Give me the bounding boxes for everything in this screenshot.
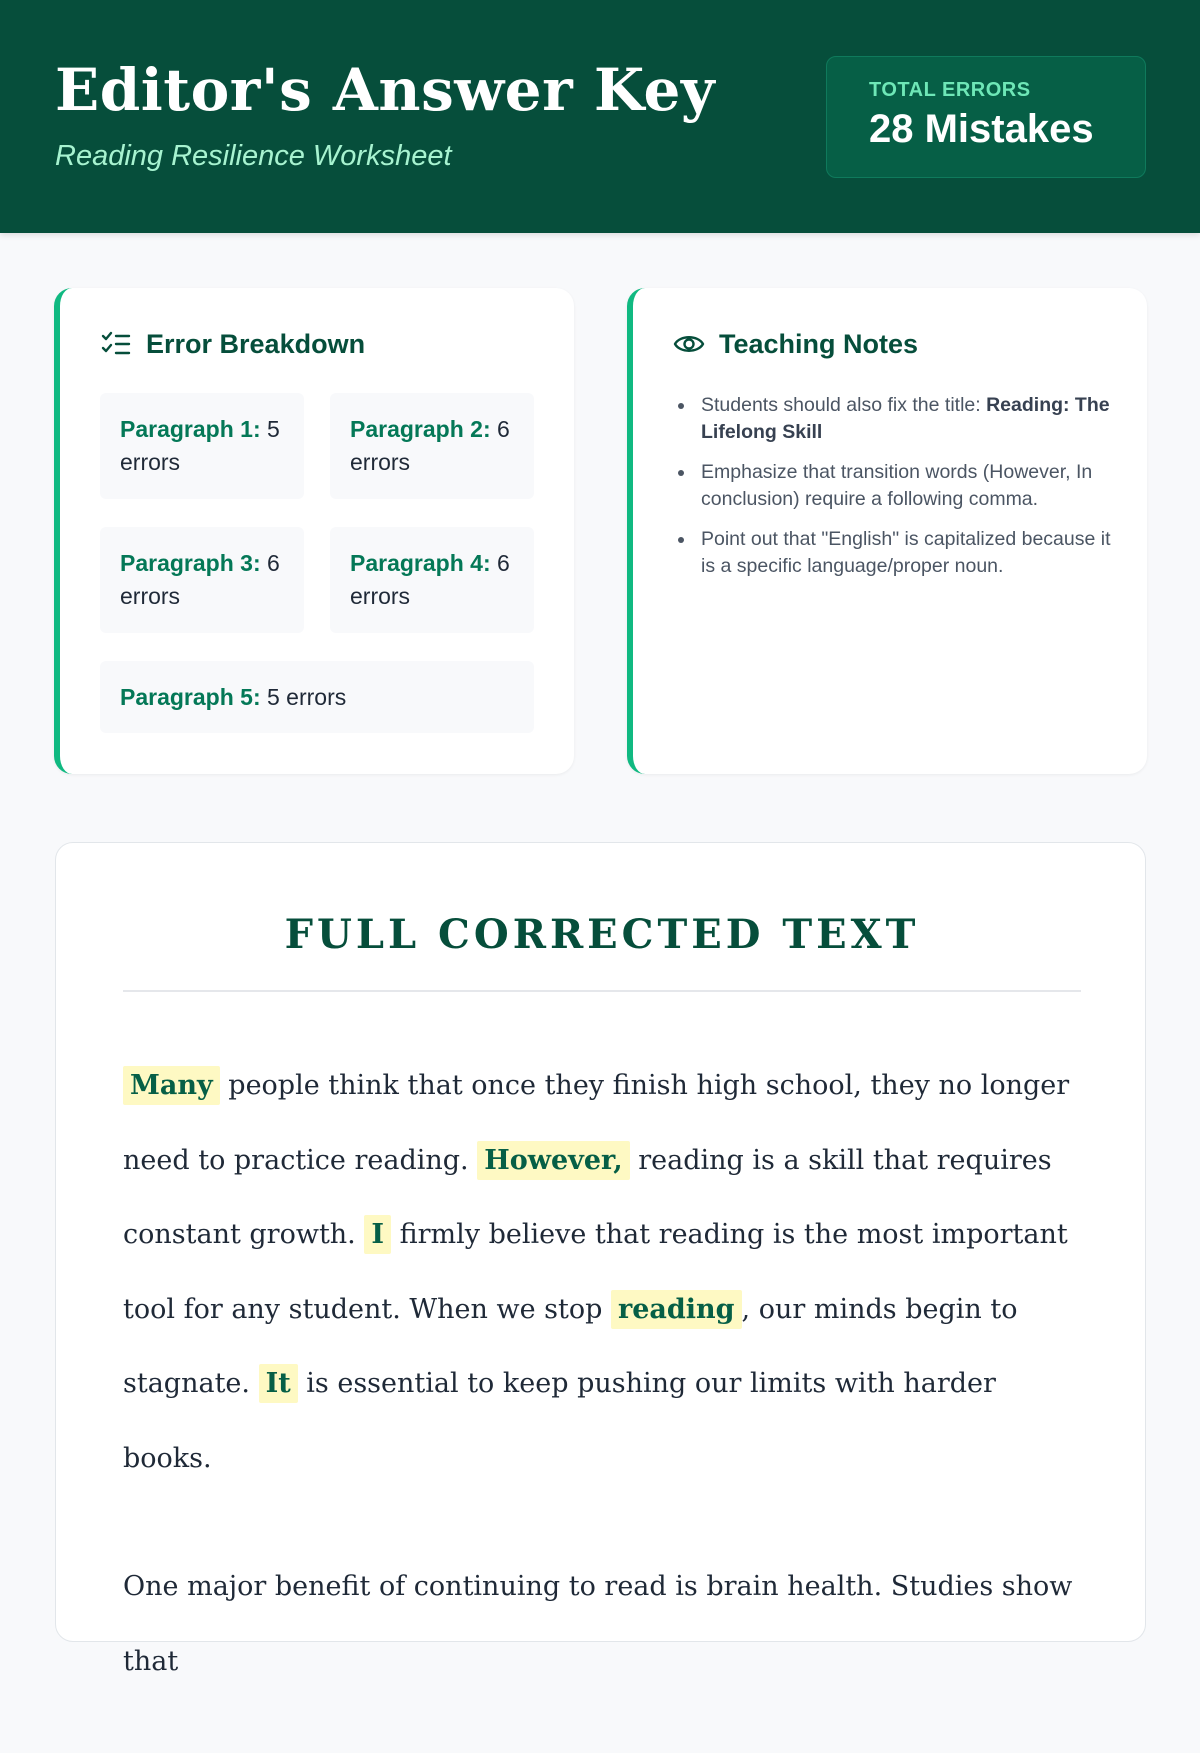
- paragraph: [123, 1550, 1081, 1699]
- corrected-text-title: FULL CORRECTED TEXT: [284, 911, 920, 958]
- note-text: Point out that "English" is capitalized because it is a specific language/proper noun.: [701, 528, 1111, 577]
- text-segment: One major benefit of continuing to read is brain health. Studies show that: [123, 1571, 1073, 1677]
- text-segment: , our minds begin to stagnate.: [123, 1293, 1018, 1399]
- stat-value: 6 errors: [120, 550, 280, 609]
- stat-value: 6 errors: [350, 416, 510, 475]
- total-errors-badge: [826, 56, 1146, 178]
- correction-highlight: I: [364, 1215, 391, 1254]
- list-item: [701, 392, 1111, 446]
- correction-highlight: However,: [477, 1141, 629, 1180]
- stat-label: Paragraph 3:: [120, 550, 261, 576]
- teaching-notes-list: [701, 392, 1111, 593]
- paragraph-5-stat: [100, 661, 534, 733]
- page-header: [0, 0, 1200, 233]
- paragraph-1-stat: [100, 393, 304, 499]
- paragraph-4-stat: [330, 527, 534, 633]
- stat-value: 6 errors: [350, 550, 510, 609]
- eye-icon: [673, 328, 705, 360]
- stat-value: 5 errors: [267, 684, 347, 710]
- note-text: Emphasize that transition words (However, In conclusion) require a following comma.: [701, 461, 1093, 510]
- teaching-notes-title: Teaching Notes: [719, 328, 919, 359]
- page-subtitle: Reading Resilience Worksheet: [55, 140, 452, 172]
- text-segment: is essential to keep pushing our limits with harder books.: [123, 1368, 996, 1474]
- text-segment: firmly believe that reading is the most important tool for any student. When we stop: [123, 1219, 1068, 1325]
- error-breakdown-title: Error Breakdown: [146, 328, 366, 359]
- stat-label: Paragraph 1:: [120, 416, 261, 442]
- divider: [123, 990, 1081, 992]
- total-errors-value: 28 Mistakes: [869, 107, 1094, 151]
- stat-label: Paragraph 2:: [350, 416, 491, 442]
- error-breakdown-heading: [100, 328, 365, 360]
- teaching-notes-card: [627, 288, 1147, 774]
- text-segment: reading is a skill that requires constant growth.: [123, 1144, 1052, 1250]
- list-item: [701, 459, 1111, 513]
- note-emphasis: Reading: The Lifelong Skill: [701, 394, 1110, 443]
- text-segment: people think that once they finish high school, they no longer need to practice reading.: [123, 1070, 1070, 1176]
- corrected-text-body: [123, 1049, 1081, 1753]
- corrected-text-panel: [55, 842, 1146, 1677]
- stat-label: Paragraph 4:: [350, 550, 491, 576]
- teaching-notes-heading: [673, 328, 918, 360]
- paragraph: [123, 1049, 1081, 1496]
- correction-highlight: reading: [611, 1290, 742, 1329]
- list-item: [701, 526, 1111, 580]
- list-check-icon: [100, 328, 132, 360]
- total-errors-label: TOTAL ERRORS: [869, 79, 1031, 101]
- correction-highlight: It: [259, 1364, 298, 1403]
- note-text: Students should also fix the title:: [701, 394, 987, 416]
- paragraph-2-stat: [330, 393, 534, 499]
- page-title: Editor's Answer Key: [55, 56, 716, 124]
- paragraph-3-stat: [100, 527, 304, 633]
- stat-value: 5 errors: [120, 416, 280, 475]
- stat-label: Paragraph 5:: [120, 684, 261, 710]
- error-breakdown-card: [54, 288, 574, 774]
- correction-highlight: Many: [123, 1066, 220, 1105]
